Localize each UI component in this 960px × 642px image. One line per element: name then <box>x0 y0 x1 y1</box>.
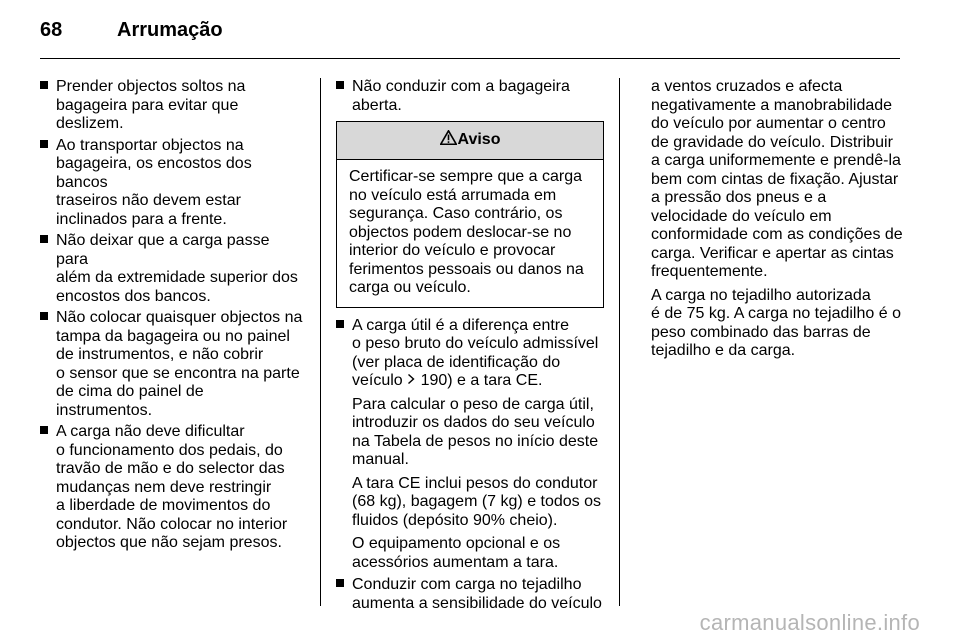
list-item-text: Não colocar quaisquer objectos na tampa da bagageira ou no painel de instrumentos, e não cobrir o sensor que se encontra na parte de cima do painel de instrumentos. <box>56 309 303 419</box>
page-reference-arrow-icon <box>407 373 416 388</box>
header-rule <box>40 58 900 59</box>
warning-box <box>336 121 604 308</box>
list-item <box>40 137 304 230</box>
paragraph: a ventos cruzados e afecta negativamente a manobrabilidade do veículo por aumentar o centro de gravidade do veículo. Distribuir a carga uniformemente e prendê-la bem com cintas de fixação. Ajustar a pressão dos pneus e a velocidade do veículo em conformidade com as condições de carga. Verificar e apertar as cintas frequentemente. <box>651 78 903 280</box>
list-item-text: Não conduzir com a bagageira aberta. <box>352 78 570 114</box>
bullet-square-icon <box>336 579 344 587</box>
bullet-square-icon <box>40 312 48 320</box>
bullet-square-icon <box>40 81 48 89</box>
list-item <box>336 317 604 573</box>
bullet-square-icon <box>336 81 344 89</box>
warning-title: Aviso <box>457 131 501 149</box>
bullet-square-icon <box>40 426 48 434</box>
warning-header <box>337 122 603 160</box>
page-title: Arrumação <box>117 19 223 41</box>
list-item <box>336 78 604 115</box>
sub-paragraph: O equipamento opcional e os acessórios aumentam a tara. <box>352 535 561 571</box>
page-header <box>0 0 960 62</box>
paragraph: A carga no tejadilho autorizada é de 75 kg. A carga no tejadilho é o peso combinado das barras de tejadilho e da carga. <box>651 286 901 359</box>
list-item-text: A carga não deve dificultar o funcionamento dos pedais, do travão de mão e do selector das mudanças nem deve restringir a liberdade de movimentos do condutor. Não colocar no interior objectos que não sejam presos. <box>56 423 288 551</box>
list-item <box>40 232 304 306</box>
column-1 <box>40 78 304 556</box>
payload-text: A carga útil é a diferença entre o peso bruto do veículo admissível (ver placa de identificação do veículo <box>352 316 599 389</box>
warning-body: Certificar-se sempre que a carga no veículo está arrumada em segurança. Caso contrário, os objectos podem deslocar-se no interior do veículo e provocar ferimentos pessoais ou danos na carga ou veículo. <box>349 168 584 296</box>
list-item-text: Não deixar que a carga passe para além da extremidade superior dos encostos dos bancos. <box>56 232 298 305</box>
list-item-text: Prender objectos soltos na bagageira para evitar que deslizem. <box>56 78 246 132</box>
bullet-square-icon <box>40 140 48 148</box>
payload-ref-text: 190) e a tara CE. <box>416 372 543 389</box>
list-item <box>40 423 304 553</box>
column-divider-1 <box>320 78 321 606</box>
bullet-square-icon <box>336 320 344 328</box>
column-2 <box>336 78 604 616</box>
list-item-text: Ao transportar objectos na bagageira, os encostos dos bancos traseiros não devem estar inclinados para a frente. <box>56 136 252 228</box>
column-divider-2 <box>619 78 620 606</box>
list-item <box>40 309 304 420</box>
column-3 <box>651 78 903 365</box>
list-item <box>336 576 604 613</box>
page-number: 68 <box>40 19 63 41</box>
sub-paragraph: Para calcular o peso de carga útil, introduzir os dados do seu veículo na Tabela de pesos no início deste manual. <box>352 395 599 468</box>
list-item-text: Conduzir com carga no tejadilho aumenta a sensibilidade do veículo <box>352 576 602 612</box>
list-item <box>40 78 304 134</box>
warning-triangle-icon <box>440 130 457 151</box>
bullet-square-icon <box>40 235 48 243</box>
list-item-text <box>352 317 604 391</box>
watermark: carmanualsonline.info <box>699 610 920 635</box>
sub-paragraph: A tara CE inclui pesos do condutor (68 kg), bagagem (7 kg) e todos os fluidos (depósito 90% cheio). <box>352 474 602 529</box>
